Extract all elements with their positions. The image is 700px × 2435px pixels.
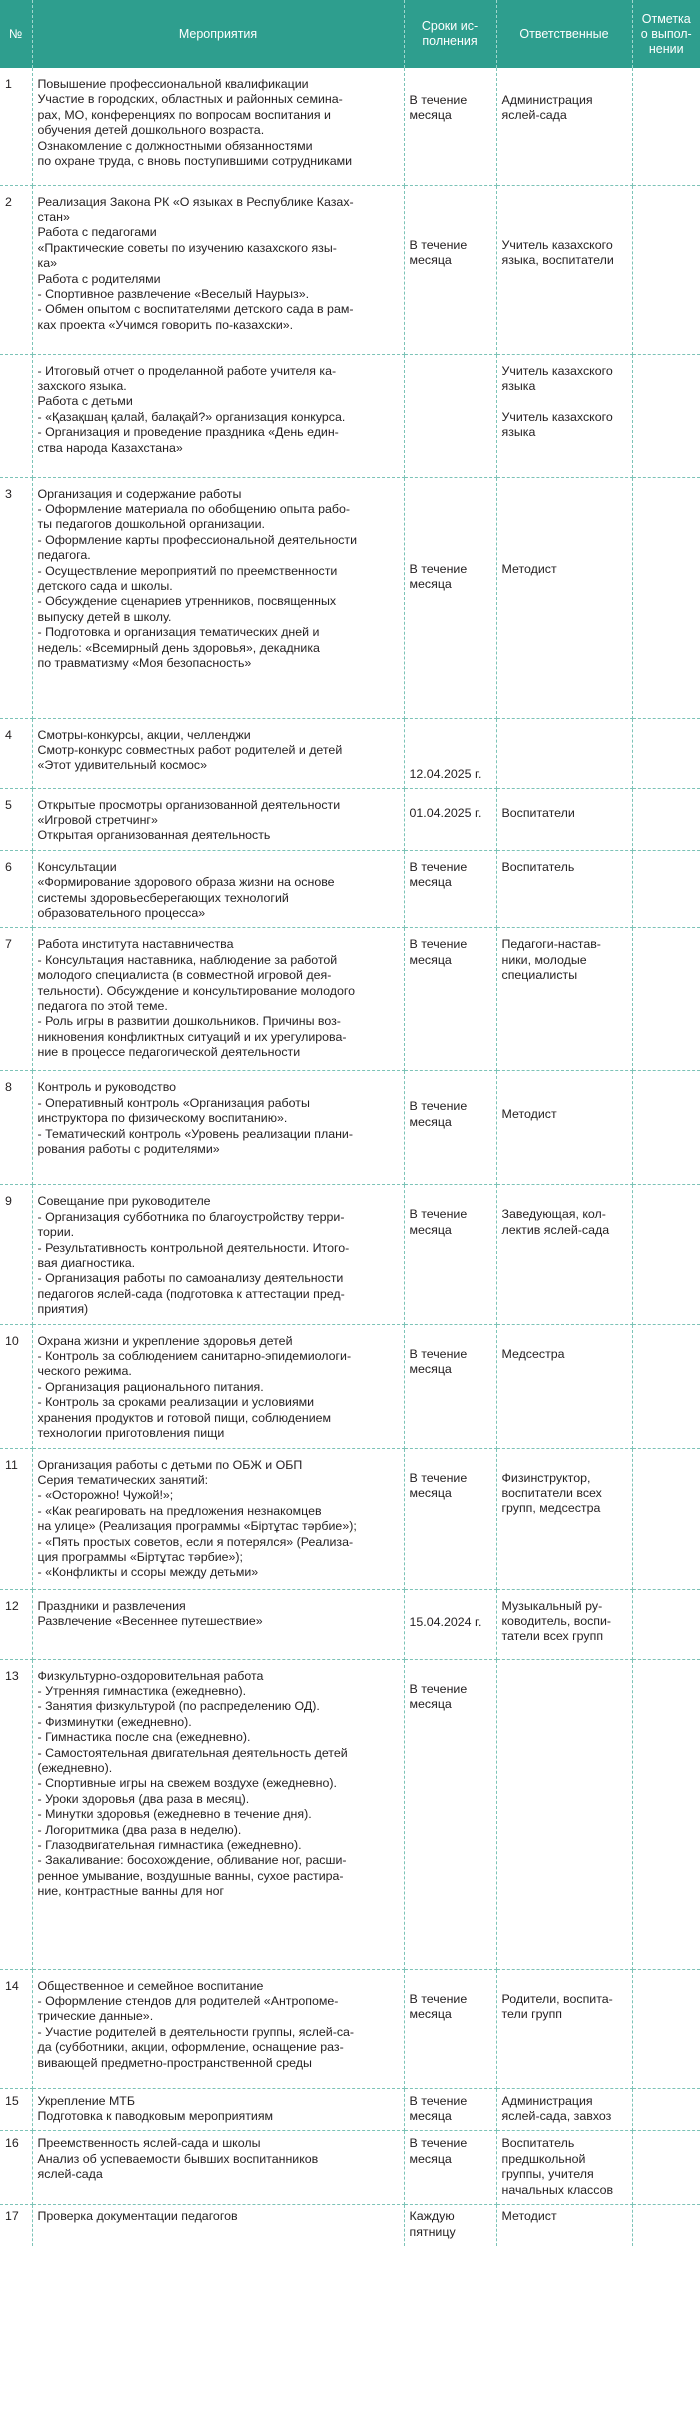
table-row (0, 1969, 700, 2088)
row-responsible: Учитель казахского языка, воспитатели (496, 185, 632, 354)
row-number: 4 (0, 718, 32, 788)
row-number: 14 (0, 1969, 32, 2088)
row-responsible: Воспитатели (496, 788, 632, 850)
row-number (0, 354, 32, 477)
table-row (0, 718, 700, 788)
row-responsible: Методист (496, 477, 632, 718)
row-completion-mark (632, 477, 700, 718)
row-activity: Общественное и семейное воспитание - Оформление стендов для родителей «Антропоме- трические данные». - Участие родителей в деятельности группы, яслей-са- да (субботники, акции, оформление, оснащение раз- вивающей предметно-пространственной среды (32, 1969, 404, 2088)
row-number: 12 (0, 1589, 32, 1659)
row-deadline: В течение месяца (404, 1659, 496, 1969)
row-deadline: В течение месяца (404, 477, 496, 718)
row-deadline: В течение месяца (404, 1969, 496, 2088)
row-responsible: Администрация яслей-сада, завхоз (496, 2088, 632, 2131)
row-deadline: В течение месяца (404, 1324, 496, 1448)
table-row (0, 1185, 700, 1324)
row-responsible: Воспитатель (496, 850, 632, 928)
row-deadline: В течение месяца (404, 185, 496, 354)
row-responsible: Учитель казахского языка Учитель казахского языка (496, 354, 632, 477)
row-completion-mark (632, 1448, 700, 1589)
row-deadline: В течение месяца (404, 68, 496, 185)
row-completion-mark (632, 1969, 700, 2088)
row-deadline: В течение месяца (404, 2088, 496, 2131)
table-row (0, 354, 700, 477)
row-completion-mark (632, 928, 700, 1071)
table-row (0, 68, 700, 185)
row-activity: Организация работы с детьми по ОБЖ и ОБП Серия тематических занятий: - «Осторожно! Чужой!»; - «Как реагировать на предложения незнакомцев на улице» (Реализация программы «Біртұтас тәрбие»); - «Пять простых советов, если я потерялся» (Реализа- ция программы «Біртұтас тәрбие»); - «Конфликты и ссоры между детьми» (32, 1448, 404, 1589)
row-activity: Реализация Закона РК «О языках в Республике Казах- стан» Работа с педагогами «Практические советы по изучению казахского язы- ка» Работа с родителями - Спортивное развлечение «Веселый Наурыз». - Обмен опытом с воспитателями детского сада в рам- ках проекта «Учимся говорить по-казахски». (32, 185, 404, 354)
header-deadline: Сроки ис- полнения (404, 0, 496, 68)
row-completion-mark (632, 2088, 700, 2131)
row-deadline: В течение месяца (404, 1448, 496, 1589)
row-deadline: Каждую пятницу (404, 2205, 496, 2246)
row-activity: Открытые просмотры организованной деятельности «Игровой стретчинг» Открытая организованная деятельность (32, 788, 404, 850)
row-number: 16 (0, 2131, 32, 2205)
row-completion-mark (632, 1071, 700, 1185)
row-responsible (496, 718, 632, 788)
row-completion-mark (632, 185, 700, 354)
table-row (0, 477, 700, 718)
row-number: 9 (0, 1185, 32, 1324)
header-responsible: Ответственные (496, 0, 632, 68)
row-responsible: Педагоги-настав- ники, молодые специалисты (496, 928, 632, 1071)
row-completion-mark (632, 2205, 700, 2246)
row-activity: Праздники и развлечения Развлечение «Весеннее путешествие» (32, 1589, 404, 1659)
row-number: 11 (0, 1448, 32, 1589)
row-number: 1 (0, 68, 32, 185)
row-responsible: Воспитатель предшкольной группы, учителя начальных классов (496, 2131, 632, 2205)
row-number: 6 (0, 850, 32, 928)
table-row (0, 850, 700, 928)
row-completion-mark (632, 788, 700, 850)
table-header (0, 0, 700, 68)
row-deadline: 12.04.2025 г. (404, 718, 496, 788)
row-responsible: Методист (496, 1071, 632, 1185)
row-completion-mark (632, 850, 700, 928)
table-row (0, 1659, 700, 1969)
table-row (0, 928, 700, 1071)
row-activity: Укрепление МТБ Подготовка к паводковым мероприятиям (32, 2088, 404, 2131)
row-number: 2 (0, 185, 32, 354)
row-completion-mark (632, 1589, 700, 1659)
row-completion-mark (632, 718, 700, 788)
row-activity: - Итоговый отчет о проделанной работе учителя ка- захского языка. Работа с детьми - «Қазақшаң қалай, балақай?» организация конкурса. - Организация и проведение праздника «День един- ства народа Казахстана» (32, 354, 404, 477)
row-completion-mark (632, 1659, 700, 1969)
header-row (0, 0, 700, 68)
row-completion-mark (632, 68, 700, 185)
row-responsible: Методист (496, 2205, 632, 2246)
table-row (0, 1448, 700, 1589)
row-deadline: 15.04.2024 г. (404, 1589, 496, 1659)
row-deadline: 01.04.2025 г. (404, 788, 496, 850)
row-activity: Контроль и руководство - Оперативный контроль «Организация работы инструктора по физическому воспитанию». - Тематический контроль «Уровень реализации плани- рования работы с родителями» (32, 1071, 404, 1185)
row-responsible: Физинструктор, воспитатели всех групп, медсестра (496, 1448, 632, 1589)
row-activity: Организация и содержание работы - Оформление материала по обобщению опыта рабо- ты педагогов дошкольной организации. - Оформление карты профессиональной деятельности педагога. - Осуществление мероприятий по преемственности детского сада и школы. - Обсуждение сценариев утренников, посвященных выпуску детей в школу. - Подготовка и организация тематических дней и недель: «Всемирный день здоровья», декадника по травматизму «Моя безопасность» (32, 477, 404, 718)
row-number: 17 (0, 2205, 32, 2246)
row-deadline: В течение месяца (404, 850, 496, 928)
row-activity: Повышение профессиональной квалификации Участие в городских, областных и районных семина- рах, МО, конференциях по вопросам воспитания и обучения детей дошкольного возраста. Ознакомление с должностными обязанностями по охране труда, с вновь поступившими сотрудниками (32, 68, 404, 185)
table-body (0, 68, 700, 2246)
row-responsible: Музыкальный ру- ководитель, воспи- татели всех групп (496, 1589, 632, 1659)
header-completion-mark: Отметка о выпол- нении (632, 0, 700, 68)
table-row (0, 1071, 700, 1185)
row-responsible (496, 1659, 632, 1969)
table-row (0, 2205, 700, 2246)
table-row (0, 2088, 700, 2131)
row-number: 3 (0, 477, 32, 718)
row-number: 7 (0, 928, 32, 1071)
table-row (0, 2131, 700, 2205)
row-number: 10 (0, 1324, 32, 1448)
row-activity: Проверка документации педагогов (32, 2205, 404, 2246)
row-responsible: Родители, воспита- тели групп (496, 1969, 632, 2088)
row-completion-mark (632, 1185, 700, 1324)
row-responsible: Заведующая, кол- лектив яслей-сада (496, 1185, 632, 1324)
header-activities: Мероприятия (32, 0, 404, 68)
row-number: 5 (0, 788, 32, 850)
row-activity: Физкультурно-оздоровительная работа - Утренняя гимнастика (ежедневно). - Занятия физкультурой (по распределению ОД). - Физминутки (ежедневно). - Гимнастика после сна (ежедневно). - Самостоятельная двигательная деятельность детей (ежедневно). - Спортивные игры на свежем воздухе (ежедневно). - Уроки здоровья (два раза в месяц). - Минутки здоровья (ежедневно в течение дня). - Логоритмика (два раза в неделю). - Глазодвигательная гимнастика (ежедневно). - Закаливание: босохождение, обливание ног, расши- ренное умывание, воздушные ванны, сухое растира- ние, контрастные ванны для ног (32, 1659, 404, 1969)
row-activity: Охрана жизни и укрепление здоровья детей - Контроль за соблюдением санитарно-эпидемиологи- ческого режима. - Организация рационального питания. - Контроль за сроками реализации и условиями хранения продуктов и готовой пищи, соблюдением технологии приготовления пищи (32, 1324, 404, 1448)
row-responsible: Медсестра (496, 1324, 632, 1448)
row-deadline (404, 354, 496, 477)
header-number: № (0, 0, 32, 68)
row-activity: Совещание при руководителе - Организация субботника по благоустройству терри- тории. - Результативность контрольной деятельности. Итого- вая диагностика. - Организация работы по самоанализу деятельности педагогов яслей-сада (подготовка к аттестации пред- приятия) (32, 1185, 404, 1324)
row-responsible: Администрация яслей-сада (496, 68, 632, 185)
row-number: 15 (0, 2088, 32, 2131)
row-number: 8 (0, 1071, 32, 1185)
table-row (0, 1589, 700, 1659)
table-row (0, 185, 700, 354)
row-deadline: В течение месяца (404, 1071, 496, 1185)
row-deadline: В течение месяца (404, 928, 496, 1071)
row-number: 13 (0, 1659, 32, 1969)
row-completion-mark (632, 1324, 700, 1448)
row-activity: Консультации «Формирование здорового образа жизни на основе системы здоровьесберегающих технологий образовательного процесса» (32, 850, 404, 928)
row-activity: Преемственность яслей-сада и школы Анализ об успеваемости бывших воспитанников яслей-сада (32, 2131, 404, 2205)
table-row (0, 788, 700, 850)
row-completion-mark (632, 354, 700, 477)
row-activity: Смотры-конкурсы, акции, челленджи Смотр-конкурс совместных работ родителей и детей «Этот удивительный космос» (32, 718, 404, 788)
row-deadline: В течение месяца (404, 2131, 496, 2205)
table-row (0, 1324, 700, 1448)
row-deadline: В течение месяца (404, 1185, 496, 1324)
row-activity: Работа института наставничества - Консультация наставника, наблюдение за работой молодого специалиста (в совместной игровой дея- тельности). Обсуждение и консультирование молодого педагога по этой теме. - Роль игры в развитии дошкольников. Причины воз- никновения конфликтных ситуаций и их урегулирова- ние в процессе педагогической деятельности (32, 928, 404, 1071)
row-completion-mark (632, 2131, 700, 2205)
